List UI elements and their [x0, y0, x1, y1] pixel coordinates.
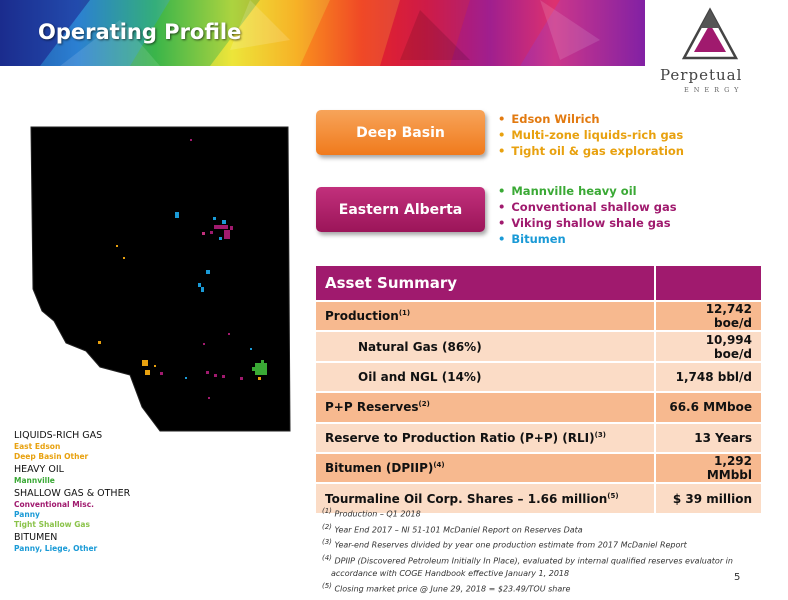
bullet-item: • Multi-zone liquids-rich gas: [498, 127, 684, 143]
legend-item: Conventional Misc.: [14, 500, 94, 509]
header-banner: [0, 0, 645, 66]
table-row: Reserve to Production Ratio (P+P) (RLI)$^{(3)}$ 13 Years: [316, 423, 761, 453]
legend-liquids-title: LIQUIDS-RICH GAS: [14, 430, 103, 441]
legend-item: Mannville: [14, 476, 55, 485]
row-value: 13 Years: [655, 423, 761, 453]
eastern-alberta-button[interactable]: Eastern Alberta: [316, 187, 485, 232]
legend-item: East Edson: [14, 442, 61, 451]
map-legend: [14, 428, 130, 554]
bullet-item: • Edson Wilrich: [498, 111, 684, 127]
footnote: $^{(5)}$ Closing market price @ June 29, 2018 = $23.49/TOU share: [322, 581, 571, 594]
footnote: accordance with COGE Handbook effective January 1, 2018: [331, 568, 570, 578]
footnote: $^{(3)}$ Year-end Reserves divided by year one production estimate from 2017 McDaniel Report: [322, 538, 687, 550]
bullet-item: • Mannville heavy oil: [498, 183, 677, 199]
row-value: 1,748 bbl/d: [655, 362, 761, 392]
page-number: 5: [734, 572, 741, 583]
logo-subtitle: ENERGY: [684, 86, 744, 94]
legend-heavy-title: HEAVY OIL: [14, 464, 64, 475]
row-label: Production: [325, 309, 399, 324]
row-label: P+P Reserves: [325, 400, 419, 415]
table-row: Tourmaline Oil Corp. Shares – 1.66 million$^{(5)}$ $ 39 million: [316, 483, 761, 513]
eastern-alberta-bullets: [498, 183, 677, 247]
table-row: Production$^{(1)}$ 12,742 boe/d: [316, 301, 761, 331]
legend-item: Deep Basin Other: [14, 452, 89, 461]
row-label: Reserve to Production Ratio (P+P) (RLI): [325, 430, 595, 445]
deep-basin-button[interactable]: Deep Basin: [316, 110, 485, 155]
logo-name: Perpetual: [660, 66, 743, 84]
footnote: $^{(2)}$ Year End 2017 – NI 51-101 McDaniel Report on Reserves Data: [322, 522, 583, 535]
table-row: [316, 362, 761, 392]
row-value: 1,292 MMbbl: [655, 453, 761, 483]
row-label: Tourmaline Oil Corp. Shares – 1.66 million: [325, 491, 608, 506]
table-header: Asset Summary: [316, 266, 655, 301]
alberta-outline: [31, 127, 290, 431]
legend-item: Tight Shallow Gas: [14, 520, 90, 529]
legend-bitumen-title: BITUMEN: [14, 532, 58, 543]
deep-basin-bullets: [498, 111, 684, 159]
alberta-map: [30, 115, 295, 435]
row-value: 66.6 MMboe: [655, 392, 761, 422]
bullet-item: • Viking shallow shale gas: [498, 215, 677, 231]
legend-item: Panny: [14, 510, 40, 519]
row-value: $ 39 million: [655, 483, 761, 513]
footnotes: [322, 505, 762, 595]
row-label: Bitumen (DPIIP): [325, 461, 434, 476]
page-title: Operating Profile: [38, 20, 242, 44]
footnote: $^{(4)}$ DPIIP (Discovered Petroleum Initially In Place), evaluated by internal qualified reserves evaluator in: [322, 553, 733, 566]
footnote: $^{(1)}$ Production – Q1 2018: [322, 507, 421, 519]
bullet-item: • Bitumen: [498, 231, 677, 247]
row-value: 12,742 boe/d: [655, 301, 761, 331]
legend-shallow-title: SHALLOW GAS & OTHER: [14, 488, 131, 499]
row-value: 10,994 boe/d: [655, 331, 761, 361]
row-label: Oil and NGL (14%): [358, 369, 482, 384]
bullet-item: • Conventional shallow gas: [498, 199, 677, 215]
bullet-item: • Tight oil & gas exploration: [498, 143, 684, 159]
table-header-row: [316, 266, 761, 301]
row-label: Natural Gas (86%): [358, 339, 482, 354]
table-row: [316, 331, 761, 361]
legend-item: Panny, Liege, Other: [14, 544, 98, 553]
table-row: P+P Reserves$^{(2)}$ 66.6 MMboe: [316, 392, 761, 422]
asset-summary-table: [316, 266, 761, 515]
table-row: Bitumen (DPIIP)$^{(4)}$ 1,292 MMbbl: [316, 453, 761, 483]
